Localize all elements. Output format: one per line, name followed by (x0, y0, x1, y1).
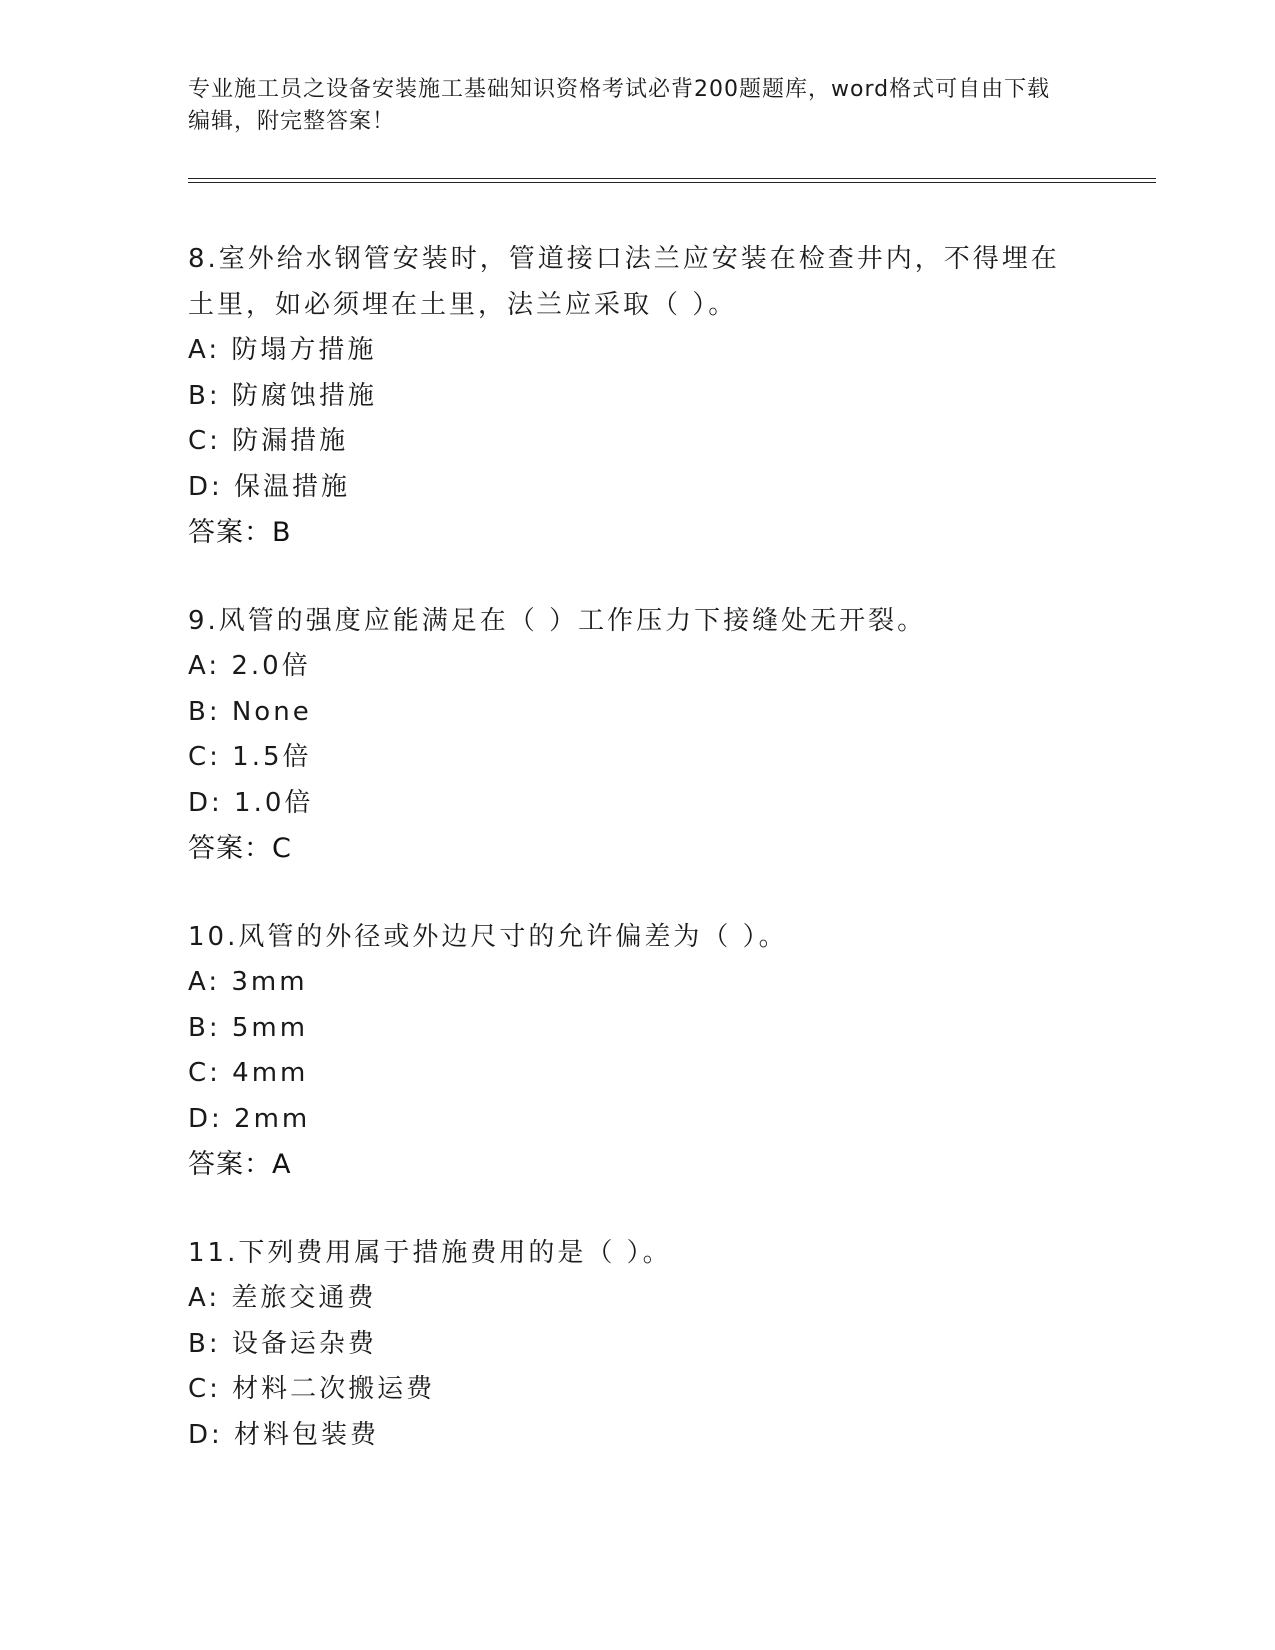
option-a: A: 防塌方措施 (188, 335, 377, 365)
option-b: B: 5mm (188, 1012, 309, 1043)
answer: 答案：C (188, 833, 292, 864)
question-text: 8.室外给水钢管安装时，管道接口法兰应安装在检查井内，不得埋在土里，如必须埋在土里，法兰应采取（ ）。 (188, 244, 1060, 320)
question-9 (188, 598, 1088, 872)
option-c: C: 1.5倍 (188, 742, 312, 772)
option-d: D: 材料包装费 (188, 1419, 380, 1450)
option-b: B: 防腐蚀措施 (188, 380, 377, 411)
option-a: A: 3mm (188, 967, 308, 997)
question-11 (188, 1230, 1088, 1458)
option-c: C: 防漏措施 (188, 426, 349, 456)
option-b: B: 设备运杂费 (188, 1328, 377, 1359)
option-d: D: 1.0倍 (188, 787, 314, 818)
option-d: D: 保温措施 (188, 471, 351, 502)
question-text: 11.下列费用属于措施费用的是（ ）。 (188, 1238, 672, 1268)
option-c: C: 4mm (188, 1058, 309, 1088)
answer: 答案：B (188, 517, 292, 548)
question-10 (188, 914, 1088, 1188)
question-text: 10.风管的外径或外边尺寸的允许偏差为（ ）。 (188, 922, 788, 952)
option-a: A: 差旅交通费 (188, 1283, 377, 1313)
question-8 (188, 236, 1088, 556)
question-text: 9.风管的强度应能满足在（ ）工作压力下接缝处无开裂。 (188, 606, 927, 636)
header-divider (188, 178, 1156, 183)
answer: 答案：A (188, 1149, 292, 1180)
option-d: D: 2mm (188, 1103, 311, 1134)
document-header: 专业施工员之设备安装施工基础知识资格考试必背200题题库，word格式可自由下载编辑，附完整答案！ (188, 77, 1051, 134)
option-b: B: None (188, 696, 312, 727)
option-c: C: 材料二次搬运费 (188, 1374, 436, 1404)
question-list (188, 236, 1088, 1500)
option-a: A: 2.0倍 (188, 651, 311, 681)
